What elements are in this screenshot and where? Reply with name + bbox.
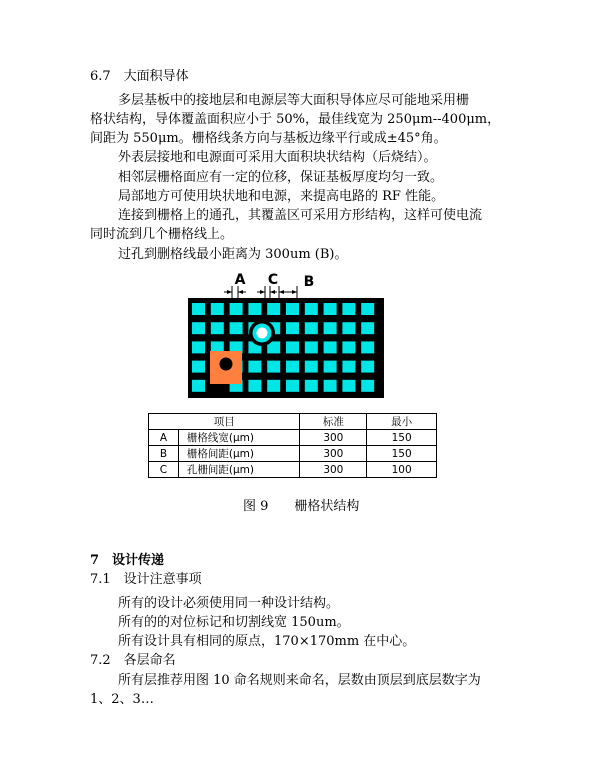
round-via [249,320,275,346]
grid-cell [286,303,299,315]
grid-cell [324,380,337,392]
grid-cell [324,322,337,334]
grid-cell [192,322,205,334]
paragraph-line: 所有的的对位标记和切割线宽 150um。 [118,615,350,630]
paragraph-line: 多层基板中的接地层和电源层等大面积导体应尽可能地采用栅 [118,93,470,108]
grid-cell [248,303,261,315]
grid-cell [305,361,318,373]
grid-cell [192,361,205,373]
table-row [149,430,437,446]
table-cell: 100 [367,462,437,478]
table-cell: 150 [367,446,437,462]
grid-cell [324,341,337,353]
grid-cell [342,341,355,353]
grid-cell [305,380,318,392]
table-cell: B [149,446,179,462]
table-header-row [149,414,437,430]
grid-cell [286,322,299,334]
grid-cell [305,303,318,315]
grid-cell [305,341,318,353]
via-hole [257,328,268,339]
grid-cell [286,380,299,392]
paragraph-line: 过孔到删格线最小距离为 300um (B)。 [118,247,348,262]
table-header: 标准 [300,414,367,430]
grid-cell [248,361,261,373]
grid-cell [361,380,374,392]
paragraph-line: 外表层接地和电源面可采用大面积块状结构（后烧结）。 [118,150,437,165]
table-cell: 150 [367,430,437,446]
grid-cell [342,322,355,334]
grid-cell [248,380,261,392]
subsection-heading-7-1: 7.1 设计注意事项 [90,572,202,587]
grid-cell [305,322,318,334]
dimension-label-a: A [234,272,246,288]
table-cell: 栅格间距(μm) [178,446,300,462]
grid-cell [361,322,374,334]
grid-cell [267,361,280,373]
section-heading-6-7: 6.7 大面积导体 [90,69,189,84]
grid-cell [324,361,337,373]
paragraph-line: 同时流到几个栅格线上。 [90,227,234,242]
paragraph-line: 格状结构，导体覆盖面积应小于 50%，最佳线宽为 250μm--400μm， [90,112,501,127]
paragraph-line: 所有的设计必须使用同一种设计结构。 [118,596,340,611]
section-heading-7: 7 设计传递 [90,553,165,568]
grid-cell [286,361,299,373]
grid-cell [267,380,280,392]
grid-cell [211,303,224,315]
paragraph-line: 间距为 550μm。栅格线条方向与基板边缘平行或成±45°角。 [90,131,447,146]
table-row [149,446,437,462]
grid-cell [342,361,355,373]
paragraph-line: 所有设计具有相同的原点，170×170mm 在中心。 [118,634,416,649]
paragraph-line: 局部地方可使用块状地和电源，来提高电路的 RF 性能。 [118,189,445,204]
grid-cell [192,341,205,353]
table-cell: 300 [300,446,367,462]
grid-cell [361,341,374,353]
grid-structure-figure [180,268,390,408]
dimension-label-b: B [303,274,315,290]
square-via-pad [210,351,242,384]
grid-cell [342,380,355,392]
grid-cell [324,303,337,315]
pad-via-hole [220,358,233,371]
table-row [149,462,437,478]
subsection-heading-7-2: 7.2 各层命名 [90,653,176,668]
grid-cell [230,322,243,334]
table-header: 最小 [367,414,437,430]
table-header: 项目 [149,414,300,430]
grid-cell [286,341,299,353]
grid-cell [361,361,374,373]
grid-cell [361,303,374,315]
grid-spec-table [148,413,437,478]
table-cell: 300 [300,430,367,446]
grid-cell [211,322,224,334]
table-cell: 栅格线宽(μm) [178,430,300,446]
table-cell: A [149,430,179,446]
table-cell: 300 [300,462,367,478]
table-cell: 孔栅间距(μm) [178,462,300,478]
grid-cell [230,303,243,315]
grid-cell [342,303,355,315]
paragraph-line: 相邻层栅格面应有一定的位移，保证基板厚度均匀一致。 [118,170,444,185]
paragraph-line: 所有层推荐用图 10 命名规则来命名，层数由顶层到底层数字为 [118,673,481,688]
grid-cell [192,303,205,315]
table-cell: C [149,462,179,478]
grid-cell [267,303,280,315]
paragraph-line: 连接到栅格上的通孔，其覆盖区可采用方形结构，这样可使电流 [118,208,483,223]
figure-caption: 图 9 栅格状结构 [243,499,360,514]
dimension-label-c: C [267,272,279,288]
grid-cell [192,380,205,392]
paragraph-line: 1、2、3… [90,692,154,707]
